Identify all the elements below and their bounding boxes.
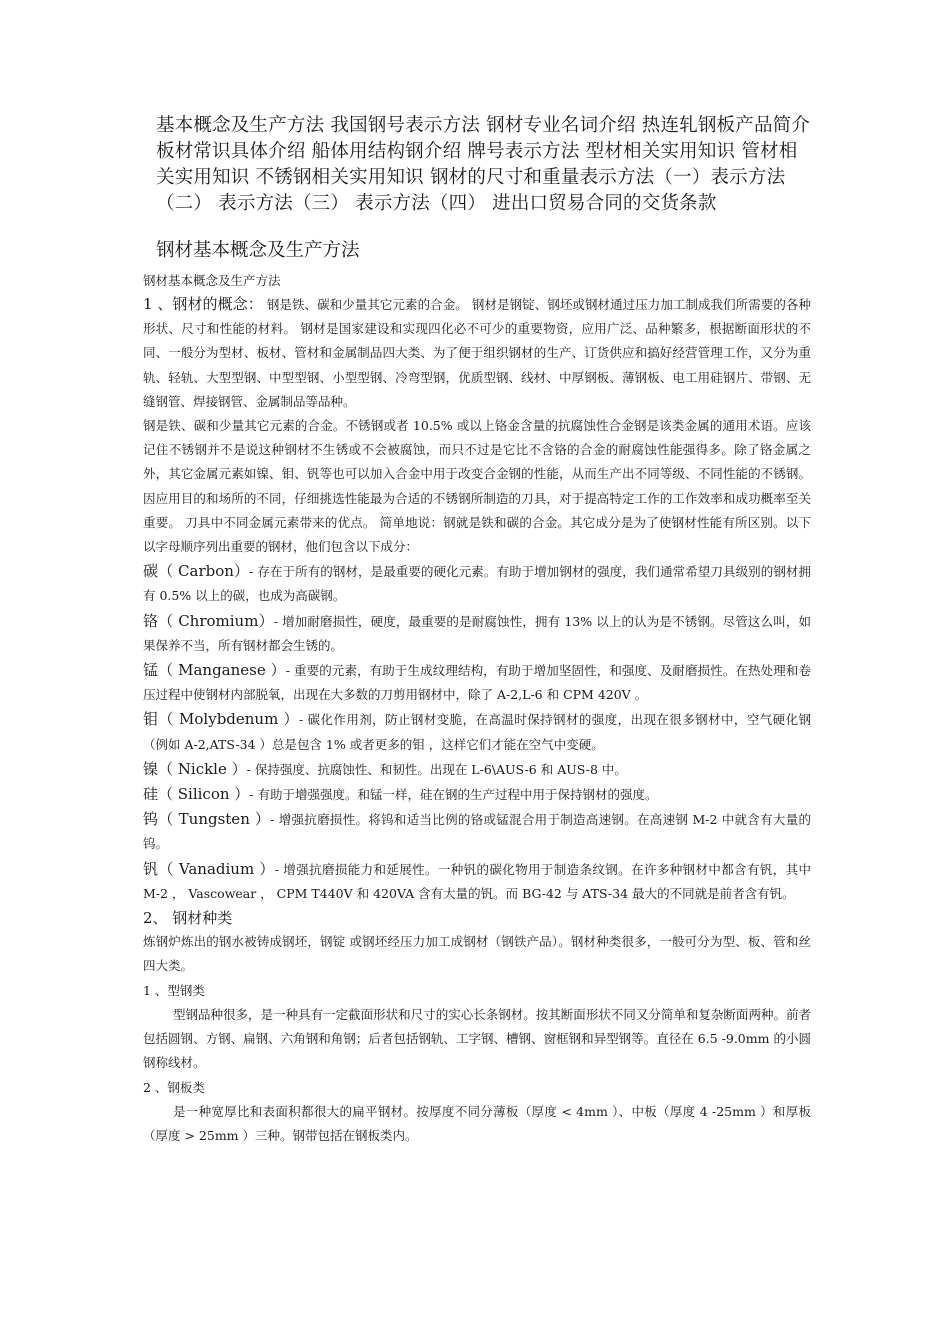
- element-desc: - 重要的元素，有助于生成纹理结构，有助于增加坚固性，和强度、及耐磨损性。在热处理和卷压过程中使钢材内部脱氧，出现在大多数的刀剪用钢材中，除了 A-2,L-6 和 CPM 420V 。: [143, 663, 811, 703]
- element-name: 硅（ Silicon ）: [143, 785, 250, 804]
- paragraph-types-intro: 炼钢炉炼出的钢水被铸成钢坯，钢锭 或钢坯经压力加工成钢材（钢铁产品）。钢材种类很多，一般可分为型、板、管和丝四大类。: [143, 934, 811, 974]
- element-desc: - 碳化作用剂，防止钢材变脆，在高温时保持钢材的强度，出现在很多钢材中，空气硬化钢（例如 A-2,ATS-34 ）总是包含 1% 或者更多的钼 ，这样它们才能在空气中变硬。: [143, 712, 812, 752]
- element-desc: - 存在于所有的钢材，是最重要的硬化元素。有助于增加钢材的强度，我们通常希望刀具级别的钢材拥有 0.5% 以上的碳，也成为高碳钢。: [143, 564, 811, 604]
- element-item-chromium: [143, 609, 811, 658]
- element-name: 碳（ Carbon）: [143, 562, 250, 581]
- element-name: 铬（ Chromium）: [143, 611, 274, 630]
- paragraph-steel-concept: [143, 292, 811, 414]
- section-heading: 1 、钢材的概念：: [143, 295, 263, 313]
- paragraph-stainless: 钢是铁、碳和少量其它元素的合金。不锈钢或者 10.5% 或以上铬金含量的抗腐蚀性合金钢是该类金属的通用术语。应该记住不锈钢并不是说这种钢材不生锈或不会被腐蚀，而只不过是它比不含铬的合金的耐腐蚀性能强得多。除了铬金属之外，其它金属元素如镍、钼、钒等也可以加入合金中用于改变合金钢的性能，从而生产出不同等级、不同性能的不锈钢。因应用目的和场所的不同，仔细挑选性能最为合适的不锈钢所制造的刀具，对于提高特定工作的工作效率和成功概率至关重要。 刀具中不同金属元素带来的优点。 简单地说：钢就是铁和碳的合金。其它成分是为了使钢材性能有所区别。以下以字母顺序列出重要的钢材，他们包含以下成分：: [143, 418, 811, 555]
- element-name: 钒（ Vanadium ）: [143, 859, 275, 878]
- element-item-vanadium: [143, 857, 811, 906]
- paragraph-section-steel: 型钢品种很多，是一种具有一定截面形状和尺寸的实心长条钢材。按其断面形状不同又分简单和复杂断面两种。前者包括圆钢、方钢、扁钢、六角钢和角钢；后者包括钢轨、工字钢、槽钢、窗框钢和异型钢等。直径在 6.5 -9.0mm 的小圆钢称线材。: [143, 1006, 811, 1071]
- element-desc: - 保持强度、抗腐蚀性、和韧性。出现在 L-6\AUS-6 和 AUS-8 中。: [246, 761, 627, 777]
- element-item-molybdenum: [143, 707, 811, 756]
- topic-links[interactable]: 基本概念及生产方法 我国钢号表示方法 钢材专业名词介绍 热连轧钢板产品简介 板材常识具体介绍 船体用结构钢介绍 牌号表示方法 型材相关实用知识 管材相关实用知识 不锈钢相关实用知识 钢材的尺寸和重量表示方法（一）表示方法（二） 表示方法（三） 表示方法（四） 进出口贸易合同的交货条款: [156, 115, 811, 214]
- element-item-carbon: [143, 559, 811, 608]
- section-heading-types: 2、 钢材种类: [143, 909, 233, 928]
- element-name: 镍（ Nickle ）: [143, 759, 247, 778]
- element-name: 锰（ Manganese ）: [143, 661, 286, 680]
- page-title: 钢材基本概念及生产方法: [156, 240, 360, 261]
- element-name: 钼（ Molybdenum ）: [143, 710, 299, 729]
- element-item-nickle: [143, 757, 811, 782]
- paragraph-text: 钢是铁、碳和少量其它元素的合金。 钢材是钢锭、钢坯或钢材通过压力加工制成我们所需要的各种形状、尺寸和性能的材料。 钢材是国家建设和实现四化必不可少的重要物资，应用广泛、品种繁多，根据断面形状的不同、一般分为型材、板材、管材和金属制品四大类、为了便于组织钢材的生产、订货供应和搞好经营管理工作，又分为重轨、轻轨、大型型钢、中型型钢、小型型钢、冷弯型钢，优质型钢、线材、中厚钢板、薄钢板、电工用硅钢片、带钢、无缝钢管、焊接钢管、金属制品等品种。: [143, 297, 811, 409]
- element-name: 钨（ Tungsten ）: [143, 810, 271, 829]
- subheading-section-steel: 1 、型钢类: [143, 982, 205, 998]
- element-desc: - 有助于增强强度。和锰一样，硅在钢的生产过程中用于保持钢材的强度。: [249, 787, 658, 803]
- paragraph-steel-plate: 是一种宽厚比和表面积都很大的扁平钢材。按厚度不同分薄板（厚度 < 4mm ）、中板（厚度 4 -25mm ）和厚板（厚度 > 25mm ）三种。钢带包括在钢板类内。: [143, 1103, 811, 1143]
- section-subtitle: 钢材基本概念及生产方法: [143, 273, 281, 288]
- subheading-steel-plate: 2 、钢板类: [143, 1079, 205, 1095]
- element-item-tungsten: [143, 807, 811, 856]
- element-desc: - 增强抗磨损能力和延展性。一种钒的碳化物用于制造条纹钢。在许多种钢材中都含有钒，其中 M-2 ， Vascowear ， CPM T440V 和 420VA 含有大量的钒。而 BG-42 与 ATS-34 最大的不同就是前者含有钒。: [143, 861, 812, 901]
- element-desc: - 增强抗磨损性。将钨和适当比例的铬或锰混合用于制造高速钢。在高速钢 M-2 中就含有大量的钨。: [143, 812, 811, 852]
- element-desc: - 增加耐磨损性，硬度，最重要的是耐腐蚀性，拥有 13% 以上的认为是不锈钢。尽管这么叫，如果保养不当，所有钢材都会生锈的。: [143, 613, 811, 653]
- element-item-silicon: [143, 782, 811, 807]
- document-body: [143, 292, 811, 1148]
- element-item-manganese: [143, 658, 811, 707]
